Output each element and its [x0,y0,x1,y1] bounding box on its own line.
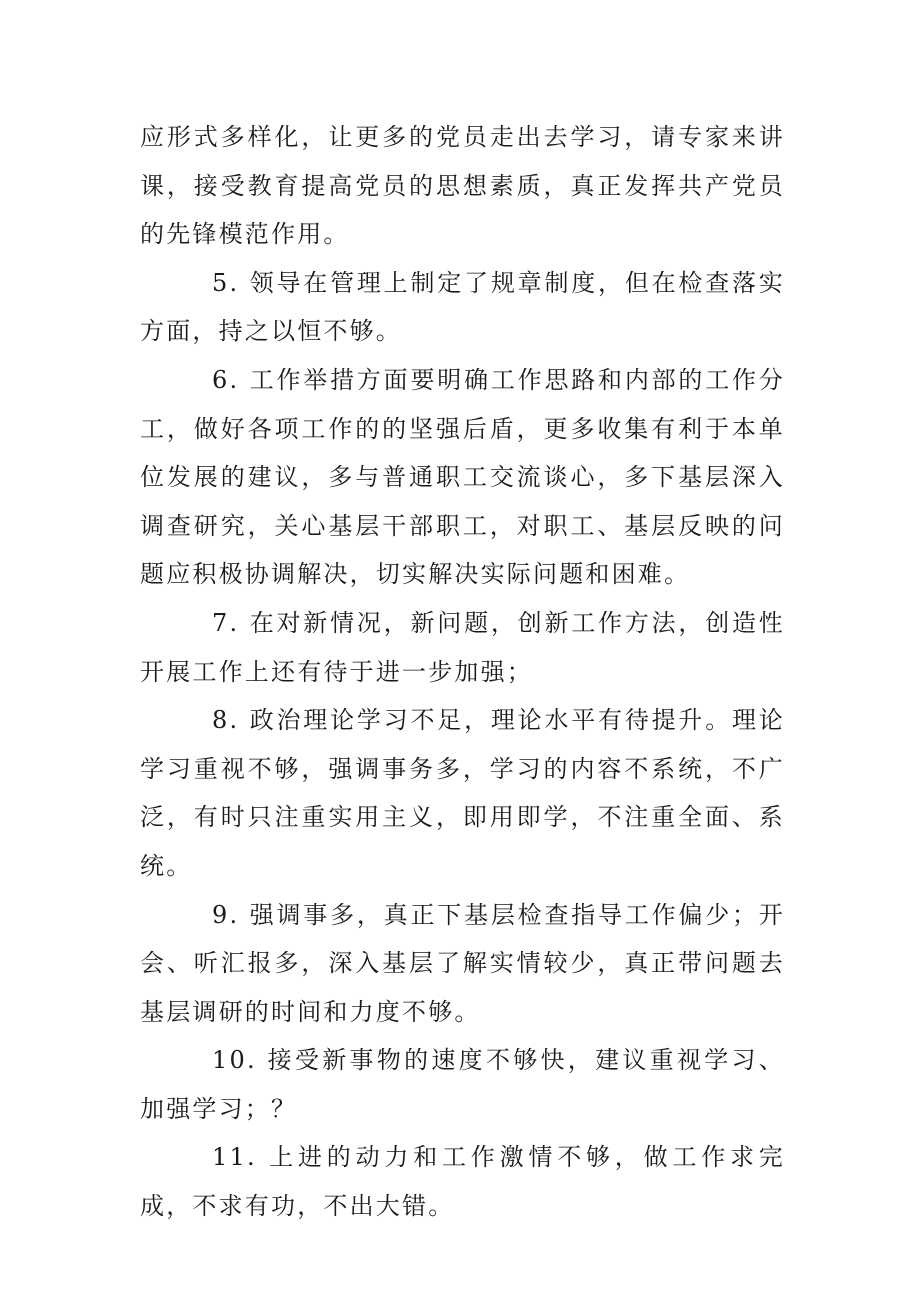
paragraph-item-8: 8. 政治理论学习不足，理论水平有待提升。理论学习重视不够，强调事务多，学习的内容不系统，不广泛，有时只注重实用主义，即用即学，不注重全面、系统。 [140,706,785,880]
paragraph-item-7: 7. 在对新情况，新问题，创新工作方法，创造性开展工作上还有待于进一步加强； [140,608,785,686]
paragraph-item-5: 5. 领导在管理上制定了规章制度，但在检查落实方面，持之以恒不够。 [140,268,785,346]
paragraph-continuation: 应形式多样化，让更多的党员走出去学习，请专家来讲课，接受教育提高党员的思想素质，真正发挥共产党员的先锋模范作用。 [140,123,785,249]
paragraph-item-6: 6. 工作举措方面要明确工作思路和内部的工作分工，做好各项工作的的坚强后盾，更多收集有利于本单位发展的建议，多与普通职工交流谈心，多下基层深入调查研究，关心基层干部职工，对职工、基层反映的问题应积极协调解决，切实解决实际问题和困难。 [140,365,785,589]
paragraph-item-9: 9. 强调事多，真正下基层检查指导工作偏少；开会、听汇报多，深入基层了解实情较少，真正带问题去基层调研的时间和力度不够。 [140,900,785,1026]
paragraph-item-10: 10. 接受新事物的速度不够快，建议重视学习、加强学习；？ [140,1046,785,1123]
paragraph-item-11: 11. 上进的动力和工作激情不够，做工作求完成，不求有功，不出大错。 [140,1143,785,1221]
document-body [140,113,785,1231]
